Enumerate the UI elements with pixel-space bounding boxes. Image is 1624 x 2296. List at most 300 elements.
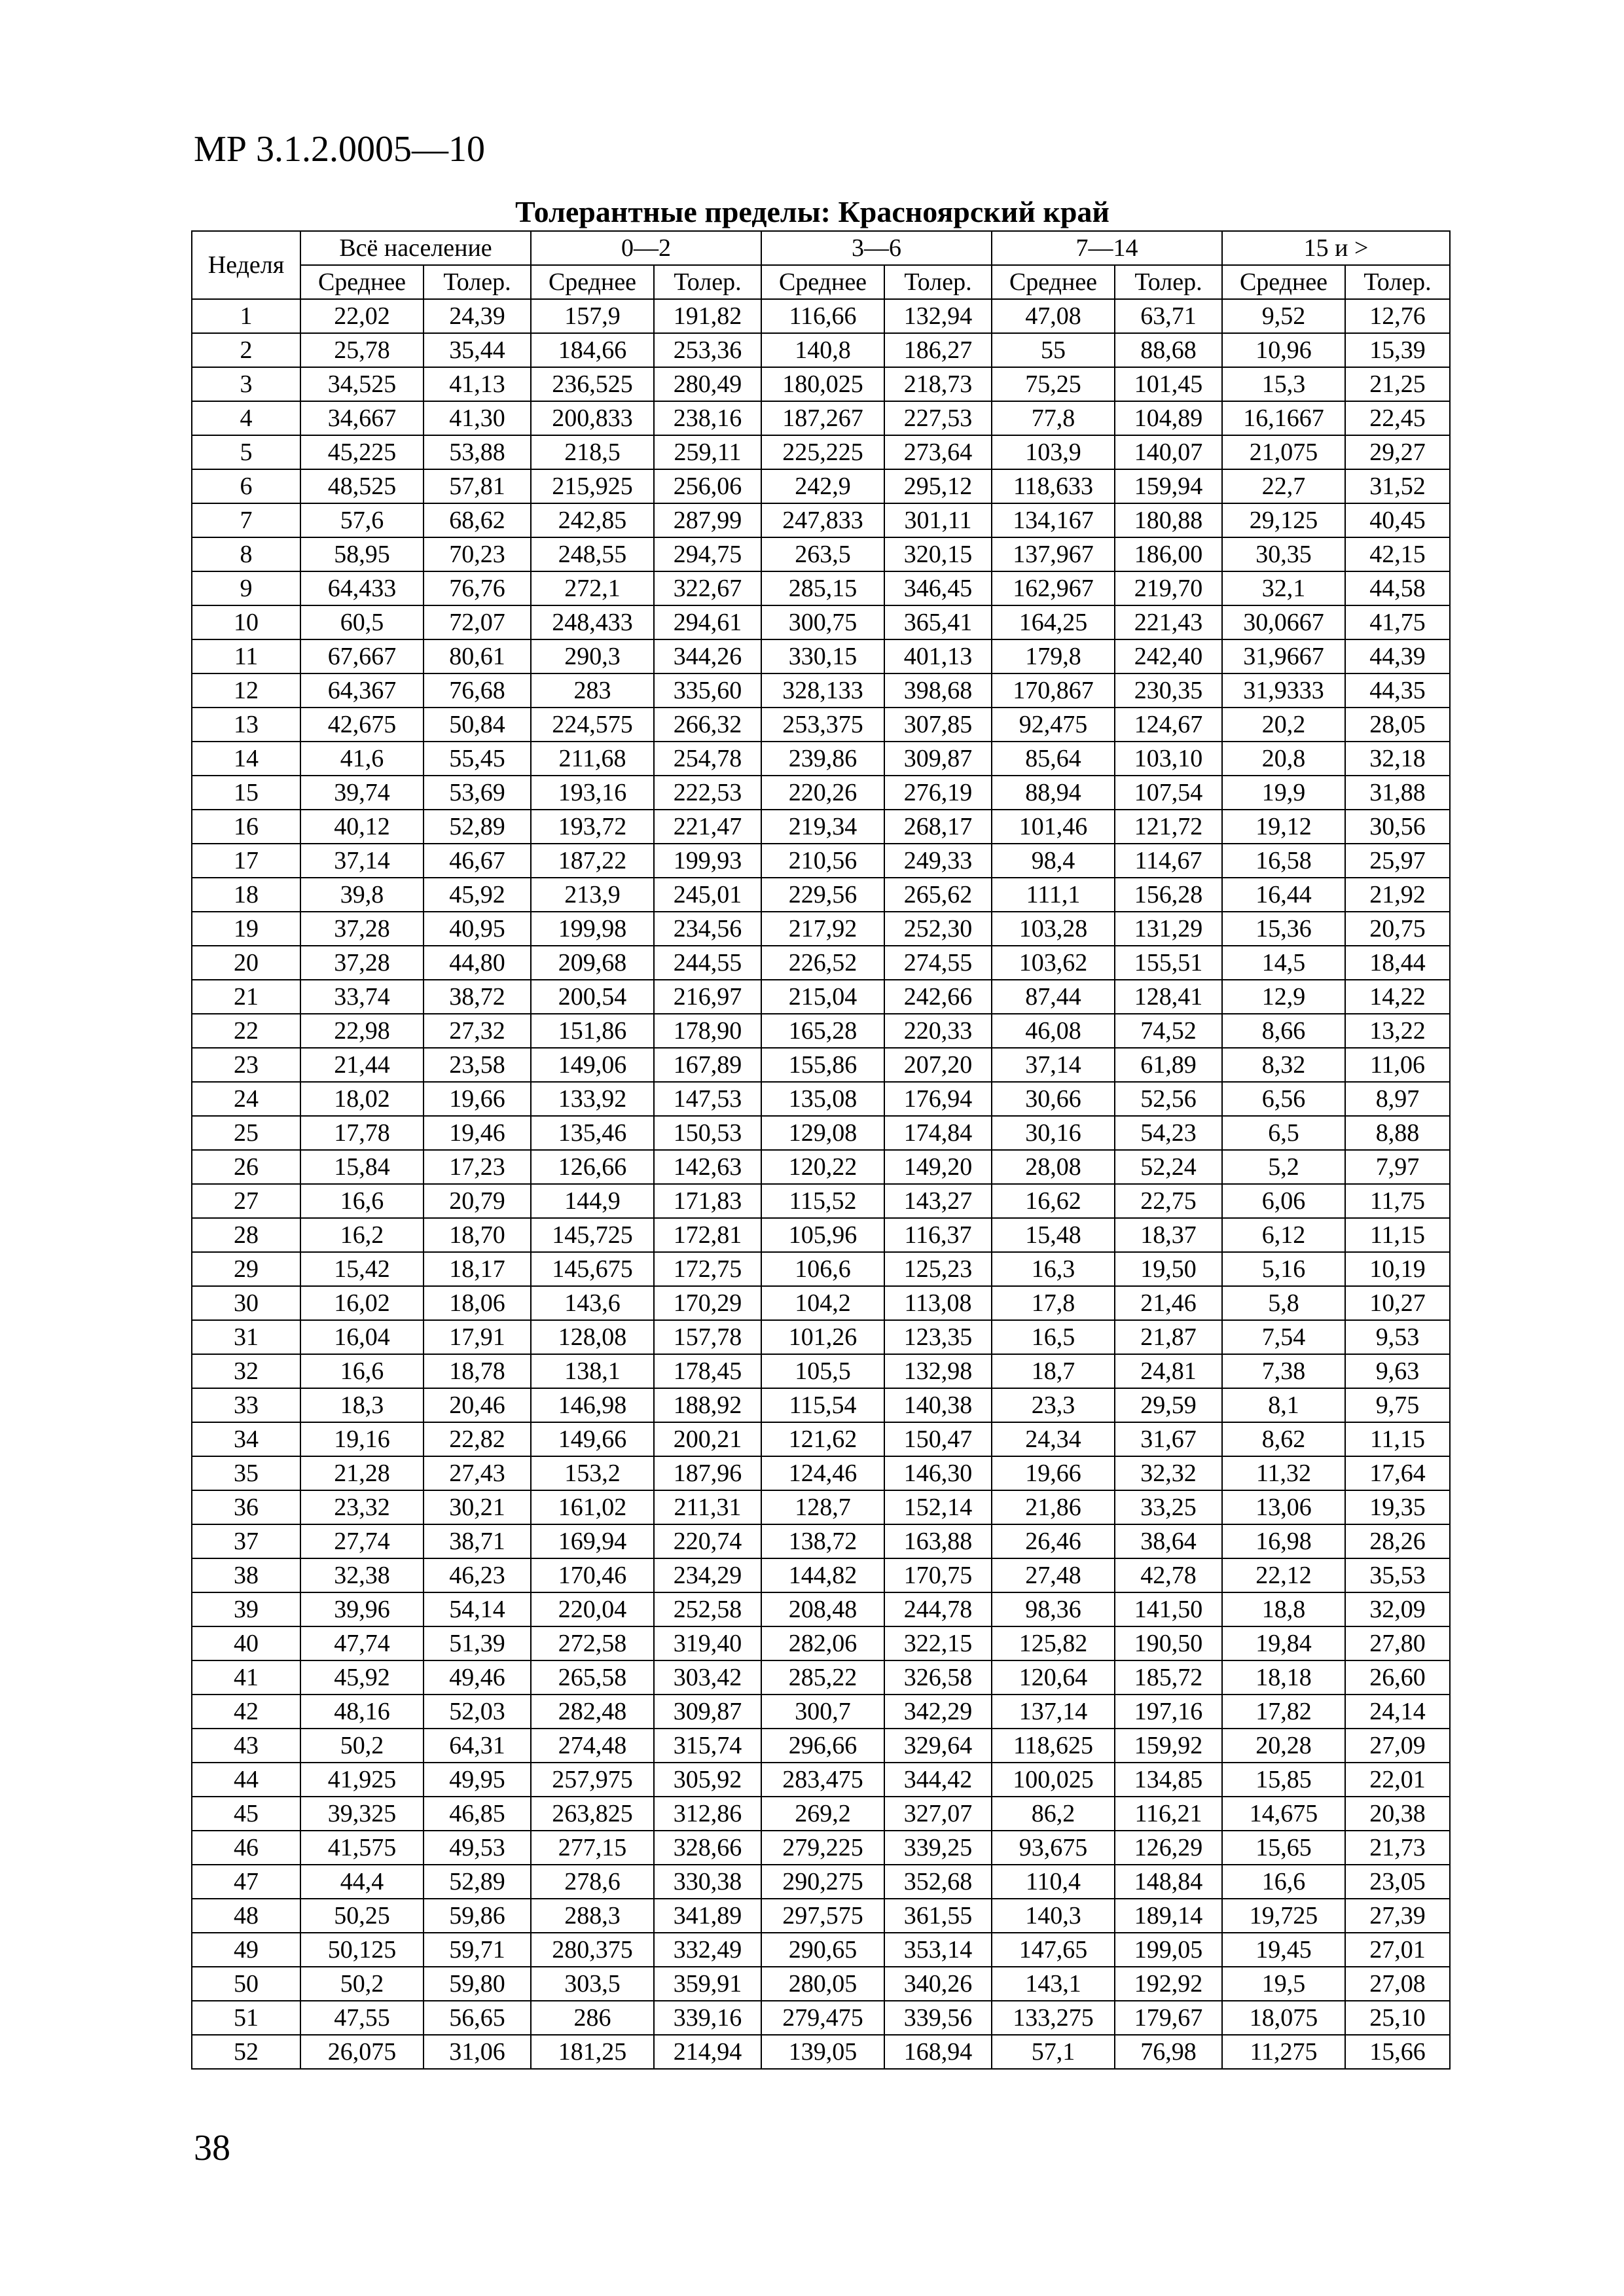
table-row bbox=[192, 878, 1450, 912]
value-cell: 309,87 bbox=[654, 1695, 761, 1729]
value-cell: 149,66 bbox=[531, 1422, 654, 1456]
value-cell: 221,47 bbox=[654, 810, 761, 844]
value-cell: 87,44 bbox=[992, 980, 1115, 1014]
week-cell: 52 bbox=[192, 2035, 300, 2069]
value-cell: 47,55 bbox=[300, 2001, 424, 2035]
value-cell: 253,36 bbox=[654, 333, 761, 367]
value-cell: 41,575 bbox=[300, 1831, 424, 1865]
value-cell: 242,9 bbox=[761, 469, 884, 503]
value-cell: 176,94 bbox=[884, 1082, 992, 1116]
value-cell: 282,48 bbox=[531, 1695, 654, 1729]
value-cell: 254,78 bbox=[654, 742, 761, 776]
value-cell: 187,96 bbox=[654, 1456, 761, 1490]
value-cell: 18,37 bbox=[1115, 1218, 1222, 1252]
value-cell: 193,16 bbox=[531, 776, 654, 810]
value-cell: 19,725 bbox=[1222, 1899, 1345, 1933]
value-cell: 47,74 bbox=[300, 1626, 424, 1660]
week-cell: 17 bbox=[192, 844, 300, 878]
value-cell: 199,05 bbox=[1115, 1933, 1222, 1967]
value-cell: 200,833 bbox=[531, 401, 654, 435]
value-cell: 106,6 bbox=[761, 1252, 884, 1286]
week-cell: 34 bbox=[192, 1422, 300, 1456]
group-header: 7—14 bbox=[992, 231, 1222, 265]
value-cell: 56,65 bbox=[424, 2001, 531, 2035]
value-cell: 59,80 bbox=[424, 1967, 531, 2001]
value-cell: 16,6 bbox=[300, 1184, 424, 1218]
value-cell: 55,45 bbox=[424, 742, 531, 776]
value-cell: 213,9 bbox=[531, 878, 654, 912]
value-cell: 211,68 bbox=[531, 742, 654, 776]
table-row bbox=[192, 1388, 1450, 1422]
table-row bbox=[192, 367, 1450, 401]
value-cell: 300,7 bbox=[761, 1695, 884, 1729]
table-row bbox=[192, 1899, 1450, 1933]
value-cell: 57,81 bbox=[424, 469, 531, 503]
value-cell: 101,45 bbox=[1115, 367, 1222, 401]
value-cell: 11,75 bbox=[1345, 1184, 1450, 1218]
value-cell: 76,68 bbox=[424, 673, 531, 708]
table-row bbox=[192, 1082, 1450, 1116]
value-cell: 170,46 bbox=[531, 1558, 654, 1592]
value-cell: 124,46 bbox=[761, 1456, 884, 1490]
value-cell: 27,32 bbox=[424, 1014, 531, 1048]
week-cell: 10 bbox=[192, 605, 300, 639]
value-cell: 19,35 bbox=[1345, 1490, 1450, 1524]
value-cell: 9,52 bbox=[1222, 299, 1345, 333]
value-cell: 257,975 bbox=[531, 1763, 654, 1797]
value-cell: 11,15 bbox=[1345, 1218, 1450, 1252]
value-cell: 45,92 bbox=[300, 1660, 424, 1695]
value-cell: 8,66 bbox=[1222, 1014, 1345, 1048]
week-cell: 36 bbox=[192, 1490, 300, 1524]
week-cell: 12 bbox=[192, 673, 300, 708]
value-cell: 20,75 bbox=[1345, 912, 1450, 946]
value-cell: 282,06 bbox=[761, 1626, 884, 1660]
value-cell: 7,54 bbox=[1222, 1320, 1345, 1354]
value-cell: 215,925 bbox=[531, 469, 654, 503]
value-cell: 20,8 bbox=[1222, 742, 1345, 776]
value-cell: 133,92 bbox=[531, 1082, 654, 1116]
value-cell: 39,74 bbox=[300, 776, 424, 810]
value-cell: 49,95 bbox=[424, 1763, 531, 1797]
value-cell: 15,84 bbox=[300, 1150, 424, 1184]
table-row bbox=[192, 742, 1450, 776]
value-cell: 328,66 bbox=[654, 1831, 761, 1865]
value-cell: 192,92 bbox=[1115, 1967, 1222, 2001]
week-cell: 4 bbox=[192, 401, 300, 435]
value-cell: 49,53 bbox=[424, 1831, 531, 1865]
value-cell: 59,71 bbox=[424, 1933, 531, 1967]
value-cell: 16,6 bbox=[1222, 1865, 1345, 1899]
week-cell: 6 bbox=[192, 469, 300, 503]
value-cell: 16,6 bbox=[300, 1354, 424, 1388]
value-cell: 157,9 bbox=[531, 299, 654, 333]
value-cell: 31,52 bbox=[1345, 469, 1450, 503]
value-cell: 335,60 bbox=[654, 673, 761, 708]
table-title: Толерантные пределы: Красноярский край bbox=[515, 195, 1110, 228]
value-cell: 263,5 bbox=[761, 537, 884, 571]
value-cell: 141,50 bbox=[1115, 1592, 1222, 1626]
value-cell: 103,28 bbox=[992, 912, 1115, 946]
value-cell: 19,66 bbox=[992, 1456, 1115, 1490]
value-cell: 22,45 bbox=[1345, 401, 1450, 435]
value-cell: 104,2 bbox=[761, 1286, 884, 1320]
value-cell: 273,64 bbox=[884, 435, 992, 469]
value-cell: 16,62 bbox=[992, 1184, 1115, 1218]
value-cell: 27,01 bbox=[1345, 1933, 1450, 1967]
value-cell: 19,46 bbox=[424, 1116, 531, 1150]
value-cell: 305,92 bbox=[654, 1763, 761, 1797]
value-cell: 49,46 bbox=[424, 1660, 531, 1695]
value-cell: 53,88 bbox=[424, 435, 531, 469]
value-cell: 143,27 bbox=[884, 1184, 992, 1218]
table-row bbox=[192, 810, 1450, 844]
value-cell: 5,8 bbox=[1222, 1286, 1345, 1320]
week-cell: 22 bbox=[192, 1014, 300, 1048]
value-cell: 242,40 bbox=[1115, 639, 1222, 673]
value-cell: 115,54 bbox=[761, 1388, 884, 1422]
value-cell: 146,30 bbox=[884, 1456, 992, 1490]
value-cell: 103,10 bbox=[1115, 742, 1222, 776]
value-cell: 42,15 bbox=[1345, 537, 1450, 571]
week-header: Неделя bbox=[192, 231, 300, 299]
value-cell: 280,49 bbox=[654, 367, 761, 401]
value-cell: 294,61 bbox=[654, 605, 761, 639]
week-cell: 39 bbox=[192, 1592, 300, 1626]
value-cell: 288,3 bbox=[531, 1899, 654, 1933]
value-cell: 269,2 bbox=[761, 1797, 884, 1831]
value-cell: 45,92 bbox=[424, 878, 531, 912]
value-cell: 199,93 bbox=[654, 844, 761, 878]
table-row bbox=[192, 299, 1450, 333]
value-cell: 303,5 bbox=[531, 1967, 654, 2001]
value-cell: 248,55 bbox=[531, 537, 654, 571]
table-row bbox=[192, 2001, 1450, 2035]
value-cell: 101,46 bbox=[992, 810, 1115, 844]
value-cell: 52,89 bbox=[424, 810, 531, 844]
value-cell: 19,5 bbox=[1222, 1967, 1345, 2001]
mean-header: Среднее bbox=[300, 265, 424, 299]
value-cell: 26,075 bbox=[300, 2035, 424, 2069]
value-cell: 259,11 bbox=[654, 435, 761, 469]
value-cell: 37,14 bbox=[300, 844, 424, 878]
value-cell: 135,08 bbox=[761, 1082, 884, 1116]
value-cell: 138,72 bbox=[761, 1524, 884, 1558]
table-row bbox=[192, 1490, 1450, 1524]
value-cell: 57,1 bbox=[992, 2035, 1115, 2069]
value-cell: 365,41 bbox=[884, 605, 992, 639]
value-cell: 184,66 bbox=[531, 333, 654, 367]
value-cell: 29,27 bbox=[1345, 435, 1450, 469]
value-cell: 167,89 bbox=[654, 1048, 761, 1082]
value-cell: 179,67 bbox=[1115, 2001, 1222, 2035]
mean-header: Среднее bbox=[761, 265, 884, 299]
week-cell: 7 bbox=[192, 503, 300, 537]
value-cell: 234,29 bbox=[654, 1558, 761, 1592]
value-cell: 329,64 bbox=[884, 1729, 992, 1763]
value-cell: 22,02 bbox=[300, 299, 424, 333]
table-row bbox=[192, 1831, 1450, 1865]
value-cell: 40,12 bbox=[300, 810, 424, 844]
value-cell: 320,15 bbox=[884, 537, 992, 571]
value-cell: 101,26 bbox=[761, 1320, 884, 1354]
week-cell: 40 bbox=[192, 1626, 300, 1660]
value-cell: 256,06 bbox=[654, 469, 761, 503]
value-cell: 63,71 bbox=[1115, 299, 1222, 333]
value-cell: 312,86 bbox=[654, 1797, 761, 1831]
value-cell: 290,65 bbox=[761, 1933, 884, 1967]
group-header: 15 и > bbox=[1222, 231, 1450, 265]
value-cell: 103,62 bbox=[992, 946, 1115, 980]
value-cell: 6,56 bbox=[1222, 1082, 1345, 1116]
value-cell: 31,9667 bbox=[1222, 639, 1345, 673]
value-cell: 162,967 bbox=[992, 571, 1115, 605]
value-cell: 8,88 bbox=[1345, 1116, 1450, 1150]
value-cell: 150,47 bbox=[884, 1422, 992, 1456]
value-cell: 21,86 bbox=[992, 1490, 1115, 1524]
week-cell: 51 bbox=[192, 2001, 300, 2035]
value-cell: 21,44 bbox=[300, 1048, 424, 1082]
value-cell: 148,84 bbox=[1115, 1865, 1222, 1899]
value-cell: 309,87 bbox=[884, 742, 992, 776]
value-cell: 140,38 bbox=[884, 1388, 992, 1422]
value-cell: 25,97 bbox=[1345, 844, 1450, 878]
value-cell: 121,72 bbox=[1115, 810, 1222, 844]
value-cell: 50,125 bbox=[300, 1933, 424, 1967]
value-cell: 149,20 bbox=[884, 1150, 992, 1184]
value-cell: 13,06 bbox=[1222, 1490, 1345, 1524]
value-cell: 265,58 bbox=[531, 1660, 654, 1695]
subheader-row bbox=[192, 265, 1450, 299]
value-cell: 265,62 bbox=[884, 878, 992, 912]
tolerance-header: Толер. bbox=[1115, 265, 1222, 299]
value-cell: 138,1 bbox=[531, 1354, 654, 1388]
value-cell: 40,45 bbox=[1345, 503, 1450, 537]
table-row bbox=[192, 1252, 1450, 1286]
value-cell: 145,675 bbox=[531, 1252, 654, 1286]
value-cell: 105,5 bbox=[761, 1354, 884, 1388]
value-cell: 113,08 bbox=[884, 1286, 992, 1320]
value-cell: 210,56 bbox=[761, 844, 884, 878]
table-row bbox=[192, 1626, 1450, 1660]
value-cell: 147,53 bbox=[654, 1082, 761, 1116]
value-cell: 44,35 bbox=[1345, 673, 1450, 708]
value-cell: 276,19 bbox=[884, 776, 992, 810]
value-cell: 330,38 bbox=[654, 1865, 761, 1899]
value-cell: 27,43 bbox=[424, 1456, 531, 1490]
value-cell: 51,39 bbox=[424, 1626, 531, 1660]
week-cell: 2 bbox=[192, 333, 300, 367]
value-cell: 42,675 bbox=[300, 708, 424, 742]
value-cell: 143,6 bbox=[531, 1286, 654, 1320]
value-cell: 339,16 bbox=[654, 2001, 761, 2035]
value-cell: 44,39 bbox=[1345, 639, 1450, 673]
table-row bbox=[192, 605, 1450, 639]
value-cell: 14,22 bbox=[1345, 980, 1450, 1014]
value-cell: 37,28 bbox=[300, 912, 424, 946]
week-cell: 29 bbox=[192, 1252, 300, 1286]
value-cell: 28,05 bbox=[1345, 708, 1450, 742]
value-cell: 20,38 bbox=[1345, 1797, 1450, 1831]
value-cell: 217,92 bbox=[761, 912, 884, 946]
value-cell: 31,06 bbox=[424, 2035, 531, 2069]
table-row bbox=[192, 1218, 1450, 1252]
value-cell: 137,14 bbox=[992, 1695, 1115, 1729]
week-cell: 13 bbox=[192, 708, 300, 742]
value-cell: 149,06 bbox=[531, 1048, 654, 1082]
value-cell: 21,075 bbox=[1222, 435, 1345, 469]
value-cell: 303,42 bbox=[654, 1660, 761, 1695]
value-cell: 24,81 bbox=[1115, 1354, 1222, 1388]
value-cell: 11,32 bbox=[1222, 1456, 1345, 1490]
value-cell: 48,16 bbox=[300, 1695, 424, 1729]
value-cell: 280,05 bbox=[761, 1967, 884, 2001]
value-cell: 19,84 bbox=[1222, 1626, 1345, 1660]
value-cell: 19,12 bbox=[1222, 810, 1345, 844]
value-cell: 32,09 bbox=[1345, 1592, 1450, 1626]
value-cell: 185,72 bbox=[1115, 1660, 1222, 1695]
value-cell: 59,86 bbox=[424, 1899, 531, 1933]
week-cell: 46 bbox=[192, 1831, 300, 1865]
week-cell: 49 bbox=[192, 1933, 300, 1967]
value-cell: 401,13 bbox=[884, 639, 992, 673]
week-cell: 8 bbox=[192, 537, 300, 571]
value-cell: 328,133 bbox=[761, 673, 884, 708]
table-row bbox=[192, 1524, 1450, 1558]
value-cell: 295,12 bbox=[884, 469, 992, 503]
value-cell: 220,33 bbox=[884, 1014, 992, 1048]
value-cell: 128,41 bbox=[1115, 980, 1222, 1014]
value-cell: 17,23 bbox=[424, 1150, 531, 1184]
value-cell: 290,3 bbox=[531, 639, 654, 673]
value-cell: 344,42 bbox=[884, 1763, 992, 1797]
value-cell: 114,67 bbox=[1115, 844, 1222, 878]
value-cell: 52,03 bbox=[424, 1695, 531, 1729]
value-cell: 53,69 bbox=[424, 776, 531, 810]
value-cell: 26,46 bbox=[992, 1524, 1115, 1558]
value-cell: 174,84 bbox=[884, 1116, 992, 1150]
value-cell: 126,66 bbox=[531, 1150, 654, 1184]
week-cell: 16 bbox=[192, 810, 300, 844]
value-cell: 17,82 bbox=[1222, 1695, 1345, 1729]
value-cell: 128,7 bbox=[761, 1490, 884, 1524]
value-cell: 20,46 bbox=[424, 1388, 531, 1422]
value-cell: 9,75 bbox=[1345, 1388, 1450, 1422]
value-cell: 199,98 bbox=[531, 912, 654, 946]
table-body bbox=[192, 299, 1450, 2069]
table-row bbox=[192, 1184, 1450, 1218]
value-cell: 248,433 bbox=[531, 605, 654, 639]
value-cell: 20,28 bbox=[1222, 1729, 1345, 1763]
value-cell: 18,06 bbox=[424, 1286, 531, 1320]
value-cell: 21,92 bbox=[1345, 878, 1450, 912]
value-cell: 30,0667 bbox=[1222, 605, 1345, 639]
value-cell: 156,28 bbox=[1115, 878, 1222, 912]
value-cell: 170,75 bbox=[884, 1558, 992, 1592]
value-cell: 297,575 bbox=[761, 1899, 884, 1933]
value-cell: 116,37 bbox=[884, 1218, 992, 1252]
value-cell: 188,92 bbox=[654, 1388, 761, 1422]
value-cell: 98,36 bbox=[992, 1592, 1115, 1626]
value-cell: 253,375 bbox=[761, 708, 884, 742]
value-cell: 220,04 bbox=[531, 1592, 654, 1626]
value-cell: 10,19 bbox=[1345, 1252, 1450, 1286]
value-cell: 45,225 bbox=[300, 435, 424, 469]
value-cell: 170,867 bbox=[992, 673, 1115, 708]
value-cell: 58,95 bbox=[300, 537, 424, 571]
value-cell: 352,68 bbox=[884, 1865, 992, 1899]
value-cell: 152,14 bbox=[884, 1490, 992, 1524]
value-cell: 330,15 bbox=[761, 639, 884, 673]
value-cell: 86,2 bbox=[992, 1797, 1115, 1831]
value-cell: 131,29 bbox=[1115, 912, 1222, 946]
value-cell: 278,6 bbox=[531, 1865, 654, 1899]
value-cell: 67,667 bbox=[300, 639, 424, 673]
value-cell: 285,22 bbox=[761, 1660, 884, 1695]
group-header: 0—2 bbox=[531, 231, 761, 265]
value-cell: 200,54 bbox=[531, 980, 654, 1014]
week-cell: 50 bbox=[192, 1967, 300, 2001]
value-cell: 76,98 bbox=[1115, 2035, 1222, 2069]
value-cell: 247,833 bbox=[761, 503, 884, 537]
value-cell: 21,73 bbox=[1345, 1831, 1450, 1865]
value-cell: 38,64 bbox=[1115, 1524, 1222, 1558]
table-row bbox=[192, 1797, 1450, 1831]
value-cell: 29,59 bbox=[1115, 1388, 1222, 1422]
value-cell: 229,56 bbox=[761, 878, 884, 912]
value-cell: 286 bbox=[531, 2001, 654, 2035]
value-cell: 353,14 bbox=[884, 1933, 992, 1967]
value-cell: 30,66 bbox=[992, 1082, 1115, 1116]
week-cell: 44 bbox=[192, 1763, 300, 1797]
value-cell: 230,35 bbox=[1115, 673, 1222, 708]
value-cell: 22,01 bbox=[1345, 1763, 1450, 1797]
value-cell: 118,625 bbox=[992, 1729, 1115, 1763]
value-cell: 236,525 bbox=[531, 367, 654, 401]
value-cell: 41,75 bbox=[1345, 605, 1450, 639]
week-cell: 37 bbox=[192, 1524, 300, 1558]
value-cell: 24,39 bbox=[424, 299, 531, 333]
value-cell: 139,05 bbox=[761, 2035, 884, 2069]
value-cell: 218,73 bbox=[884, 367, 992, 401]
value-cell: 26,60 bbox=[1345, 1660, 1450, 1695]
value-cell: 15,85 bbox=[1222, 1763, 1345, 1797]
table-row bbox=[192, 1354, 1450, 1388]
value-cell: 145,725 bbox=[531, 1218, 654, 1252]
value-cell: 252,58 bbox=[654, 1592, 761, 1626]
value-cell: 249,33 bbox=[884, 844, 992, 878]
table-row bbox=[192, 1456, 1450, 1490]
value-cell: 16,44 bbox=[1222, 878, 1345, 912]
value-cell: 16,2 bbox=[300, 1218, 424, 1252]
value-cell: 7,97 bbox=[1345, 1150, 1450, 1184]
value-cell: 214,94 bbox=[654, 2035, 761, 2069]
week-cell: 1 bbox=[192, 299, 300, 333]
value-cell: 20,2 bbox=[1222, 708, 1345, 742]
value-cell: 238,16 bbox=[654, 401, 761, 435]
value-cell: 37,28 bbox=[300, 946, 424, 980]
value-cell: 35,44 bbox=[424, 333, 531, 367]
value-cell: 326,58 bbox=[884, 1660, 992, 1695]
value-cell: 15,65 bbox=[1222, 1831, 1345, 1865]
value-cell: 322,15 bbox=[884, 1626, 992, 1660]
value-cell: 18,7 bbox=[992, 1354, 1115, 1388]
value-cell: 189,14 bbox=[1115, 1899, 1222, 1933]
value-cell: 9,63 bbox=[1345, 1354, 1450, 1388]
value-cell: 19,45 bbox=[1222, 1933, 1345, 1967]
value-cell: 279,225 bbox=[761, 1831, 884, 1865]
value-cell: 98,4 bbox=[992, 844, 1115, 878]
